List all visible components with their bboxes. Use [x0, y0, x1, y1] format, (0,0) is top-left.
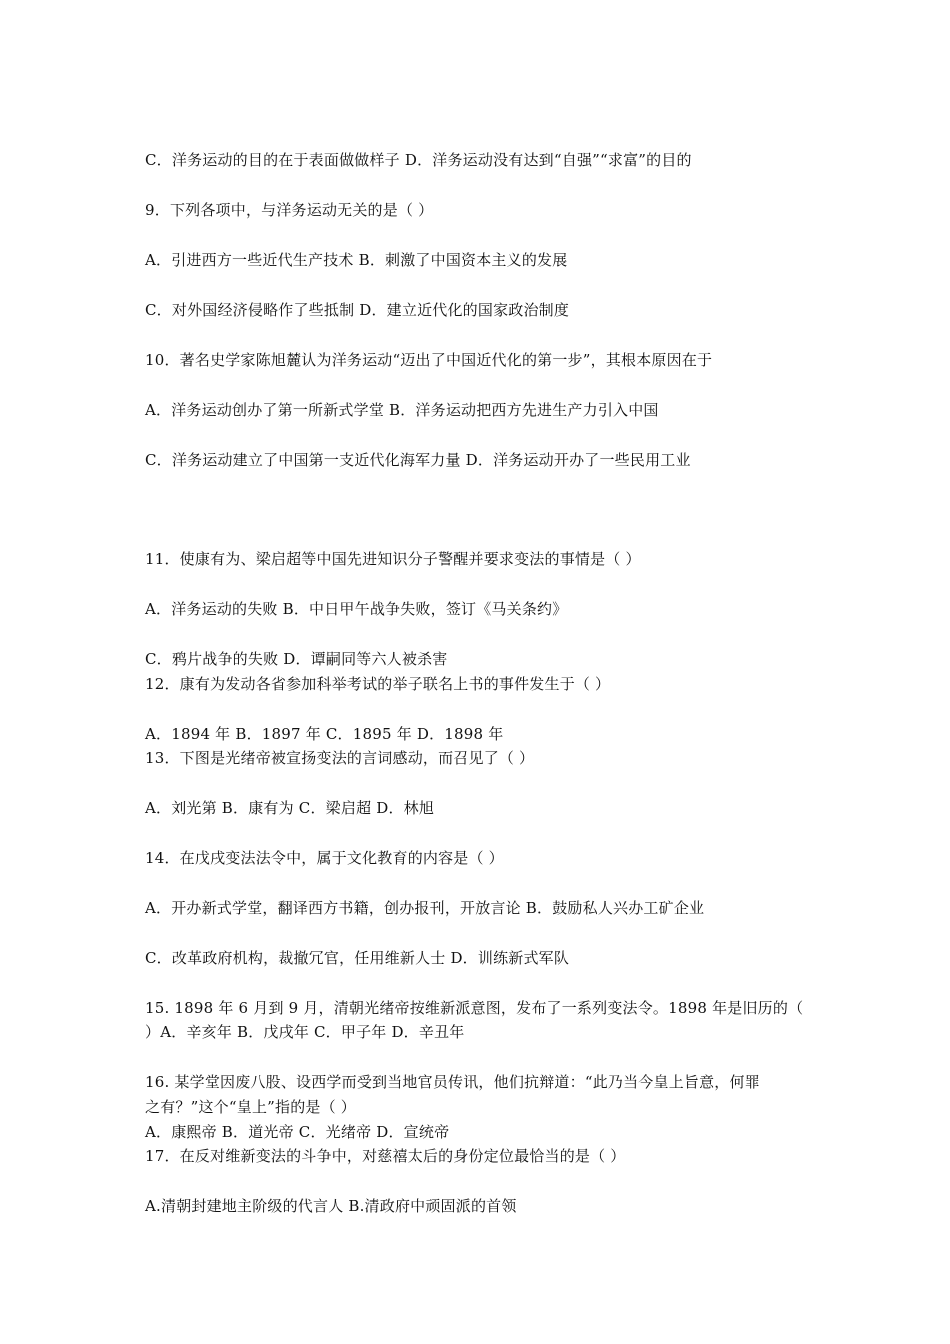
q12-options: A．1894 年 B．1897 年 C．1895 年 D．1898 年 [145, 725, 504, 743]
q9-options-cd: C．对外国经济侵略作了些抵制 D．建立近代化的国家政治制度 [145, 301, 570, 319]
q16-options: A．康熙帝 B．道光帝 C．光绪帝 D．宣统帝 [145, 1123, 450, 1141]
q8-options-cd: C．洋务运动的目的在于表面做做样子 D．洋务运动没有达到“自强”“求富”的目的 [145, 151, 692, 169]
q15-options: ）A．辛亥年 B．戊戌年 C．甲子年 D．辛丑年 [145, 1023, 465, 1041]
q13-options: A．刘光第 B．康有为 C．梁启超 D．林旭 [145, 799, 435, 817]
q17-stem: 17．在反对维新变法的斗争中，对慈禧太后的身份定位最恰当的是（ ） [145, 1147, 626, 1165]
q9-stem: 9．下列各项中，与洋务运动无关的是（ ） [145, 201, 434, 219]
q11-options-ab: A．洋务运动的失败 B．中日甲午战争失败，签订《马关条约》 [145, 600, 568, 618]
q14-stem: 14．在戊戌变法法令中，属于文化教育的内容是（ ） [145, 849, 504, 867]
q10-options-cd: C．洋务运动建立了中国第一支近代化海军力量 D．洋务运动开办了一些民用工业 [145, 451, 691, 469]
q15-stem: 15. 1898 年 6 月到 9 月，清朝光绪帝按维新派意图，发布了一系列变法令。1898 年是旧历的（ [145, 999, 804, 1017]
q10-options-ab: A．洋务运动创办了第一所新式学堂 B．洋务运动把西方先进生产力引入中国 [145, 401, 659, 419]
q11-stem: 11．使康有为、梁启超等中国先进知识分子警醒并要求变法的事情是（ ） [145, 550, 641, 568]
q13-stem: 13．下图是光绪帝被宣扬变法的言词感动，而召见了（ ） [145, 749, 535, 767]
q14-options-ab: A．开办新式学堂，翻译西方书籍，创办报刊，开放言论 B．鼓励私人兴办工矿企业 [145, 899, 705, 917]
q16-stem-line1: 16. 某学堂因废八股、设西学而受到当地官员传讯，他们抗辩道：“此乃当今皇上旨意，何罪 [145, 1073, 760, 1091]
q14-options-cd: C．改革政府机构，裁撤冗官，任用维新人士 D．训练新式军队 [145, 949, 570, 967]
q16-stem-line2: 之有？”这个“皇上”指的是（ ） [145, 1098, 356, 1116]
q12-stem: 12．康有为发动各省参加科举考试的举子联名上书的事件发生于（ ） [145, 675, 611, 693]
q9-options-ab: A．引进西方一些近代生产技术 B．刺激了中国资本主义的发展 [145, 251, 568, 269]
q10-stem: 10．著名史学家陈旭麓认为洋务运动“迈出了中国近代化的第一步”，其根本原因在于 [145, 351, 713, 369]
q11-options-cd: C．鸦片战争的失败 D．谭嗣同等六人被杀害 [145, 650, 448, 668]
q17-options-ab: A.清朝封建地主阶级的代言人 B.清政府中顽固派的首领 [145, 1197, 517, 1215]
